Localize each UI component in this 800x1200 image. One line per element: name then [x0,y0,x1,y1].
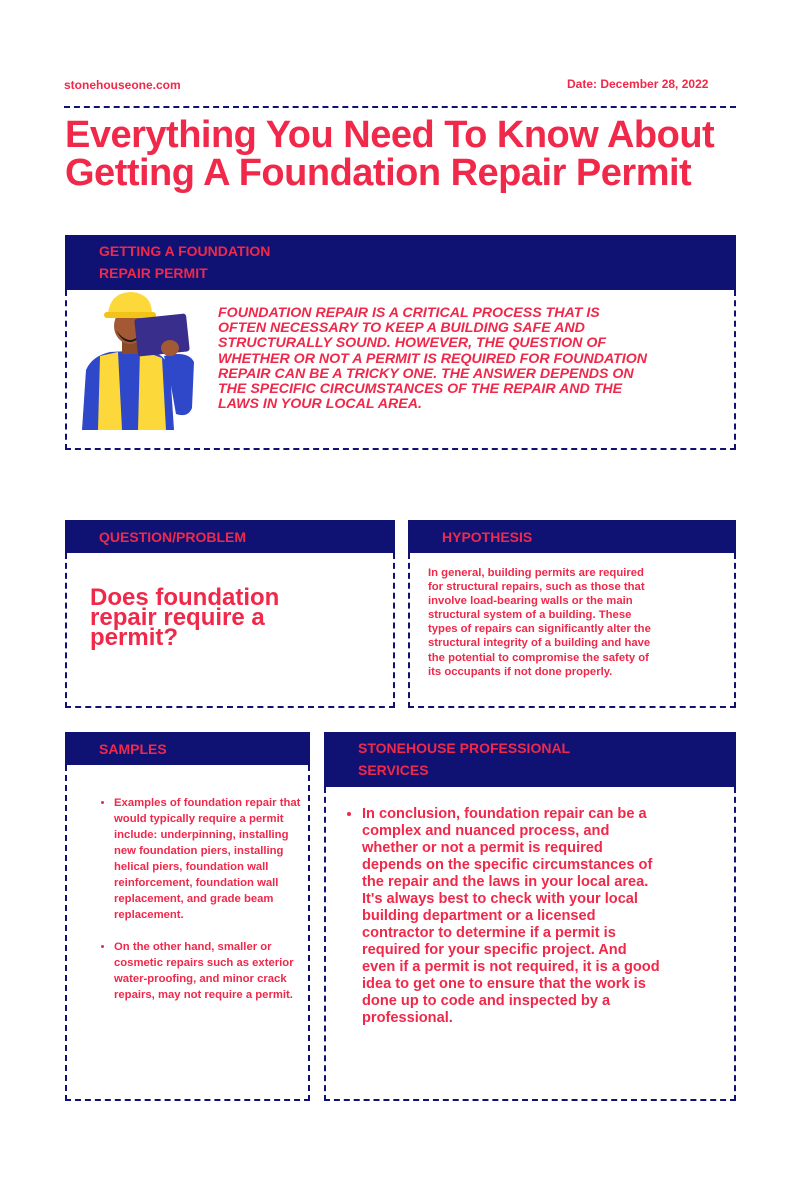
hypothesis-section-heading: HYPOTHESIS [442,529,533,545]
services-section-header [324,732,736,787]
question-section-heading: QUESTION/PROBLEM [99,529,247,545]
samples-section-header [65,732,310,765]
conclusion-list [344,806,662,1027]
question-section-header [65,520,395,553]
permit-section-header [65,235,736,290]
header-divider [64,106,736,108]
site-url[interactable]: stonehouseone.com [64,78,181,92]
conclusion-text: • In conclusion, foundation repair can be a complex and nuanced process, and whether or not a permit is required depends on the specific circumstances of the repair and the laws in your local area. It's always best to check with your local building department or a licensed contractor to determine if a permit is required for your specific project. And even if a permit is not required, it is a good idea to get one to ensure that the work is done up to code and inspected by a professional. [362,806,662,1027]
question-text: Does foundation repair require a permit? [90,584,280,651]
samples-list-item: • Examples of foundation repair that would typically require a permit include: underpinning, installing new foundation piers, installing helical piers, foundation wall reinforcement, foundation wall replacement, and grade beam replacement. [114,795,304,923]
permit-intro-text: FOUNDATION REPAIR IS A CRITICAL PROCESS THAT IS OFTEN NECESSARY TO KEEP A BUILDING SAFE AND STRUCTURALLY SOUND. HOWEVER, THE QUESTION OF WHETHER OR NOT A PERMIT IS REQUIRED FOR FOUNDATION REPAIR CAN BE A TRICKY ONE. THE ANSWER DEPENDS ON THE SPECIFIC CIRCUMSTANCES OF THE REPAIR AND THE LAWS IN YOUR LOCAL AREA. [218,305,648,413]
hypothesis-text: In general, building permits are required for structural repairs, such as those that involve load-bearing walls or the main structural system of a building. These types of repairs can significantly alter the structural integrity of a building and have the potential to compromise the safety of its occupants if not done properly. [428,567,651,678]
page-title: Everything You Need To Know About Getting A Foundation Repair Permit [65,114,715,194]
construction-worker-icon [78,290,198,430]
samples-list [96,795,304,1019]
hypothesis-section-header [408,520,736,553]
publish-date: Date: December 28, 2022 [567,77,709,91]
samples-section-heading: SAMPLES [99,741,167,757]
permit-section-heading: GETTING A FOUNDATION REPAIR PERMIT [99,243,271,281]
services-section-heading: STONEHOUSE PROFESSIONAL SERVICES [358,740,570,778]
samples-list-item: • On the other hand, smaller or cosmetic repairs such as exterior water-proofing, and minor crack repairs, may not require a permit. [114,939,304,1003]
